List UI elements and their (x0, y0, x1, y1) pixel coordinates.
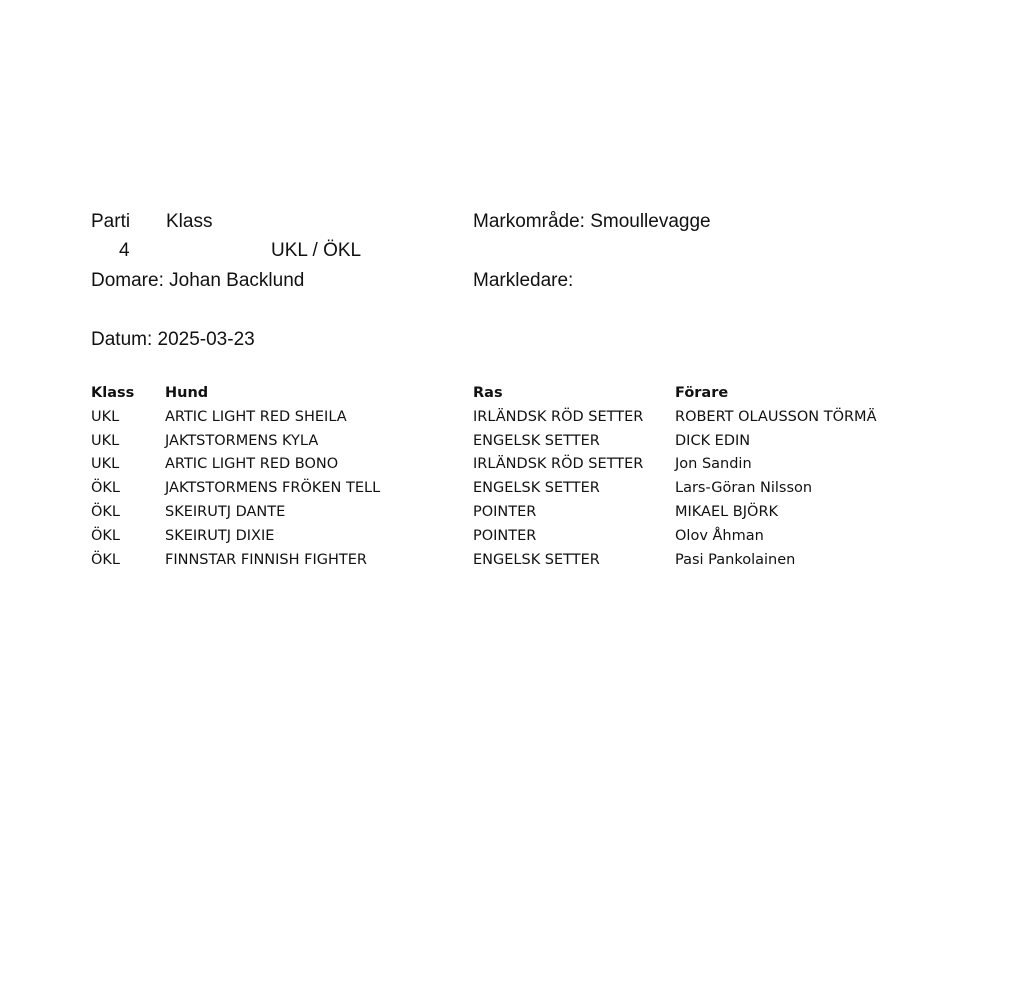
column-header-klass: Klass (91, 385, 135, 401)
cell-klass: UKL (91, 432, 120, 449)
column-header-forare: Förare (675, 385, 729, 401)
cell-klass: ÖKL (91, 527, 120, 544)
cell-klass: ÖKL (91, 480, 120, 497)
cell-klass: ÖKL (91, 551, 120, 568)
cell-ras: ENGELSK SETTER (473, 480, 600, 497)
cell-klass: ÖKL (91, 503, 120, 520)
datum-label: Datum: 2025-03-23 (91, 329, 255, 350)
cell-hund: SKEIRUTJ DIXIE (165, 527, 275, 544)
markomrade-label: Markområde: Smoullevagge (473, 211, 711, 232)
table-row (91, 406, 951, 430)
domare-label: Domare: Johan Backlund (91, 270, 305, 291)
table-row (91, 430, 951, 454)
cell-forare: Jon Sandin (675, 456, 752, 473)
cell-hund: ARTIC LIGHT RED SHEILA (165, 408, 347, 425)
column-header-ras: Ras (473, 385, 503, 401)
cell-hund: FINNSTAR FINNISH FIGHTER (165, 551, 368, 568)
cell-klass: UKL (91, 408, 120, 425)
cell-hund: ARTIC LIGHT RED BONO (165, 456, 339, 473)
cell-ras: IRLÄNDSK RÖD SETTER (473, 408, 644, 425)
klass-label: Klass (166, 211, 213, 232)
cell-hund: JAKTSTORMENS KYLA (165, 432, 319, 449)
cell-forare: ROBERT OLAUSSON TÖRMÄ (675, 408, 877, 425)
table-header-row (91, 382, 951, 406)
table-row (91, 501, 951, 525)
table-row (91, 525, 951, 549)
table-row (91, 549, 951, 573)
cell-klass: UKL (91, 456, 120, 473)
cell-hund: JAKTSTORMENS FRÖKEN TELL (165, 480, 381, 497)
parti-label: Parti (91, 211, 131, 232)
markledare-label: Markledare: (473, 270, 574, 291)
cell-forare: Lars-Göran Nilsson (675, 480, 813, 497)
cell-ras: ENGELSK SETTER (473, 432, 600, 449)
table-row (91, 453, 951, 477)
cell-forare: DICK EDIN (675, 432, 751, 449)
klass-value: UKL / ÖKL (271, 240, 362, 261)
parti-value: 4 (119, 240, 130, 261)
cell-forare: Olov Åhman (675, 527, 764, 544)
cell-forare: MIKAEL BJÖRK (675, 503, 779, 520)
cell-ras: IRLÄNDSK RÖD SETTER (473, 456, 644, 473)
cell-hund: SKEIRUTJ DANTE (165, 503, 286, 520)
table-row (91, 477, 951, 501)
column-header-hund: Hund (165, 385, 209, 401)
cell-ras: POINTER (473, 527, 537, 544)
entries-table (91, 382, 951, 572)
cell-forare: Pasi Pankolainen (675, 551, 796, 568)
cell-ras: POINTER (473, 503, 537, 520)
cell-ras: ENGELSK SETTER (473, 551, 600, 568)
